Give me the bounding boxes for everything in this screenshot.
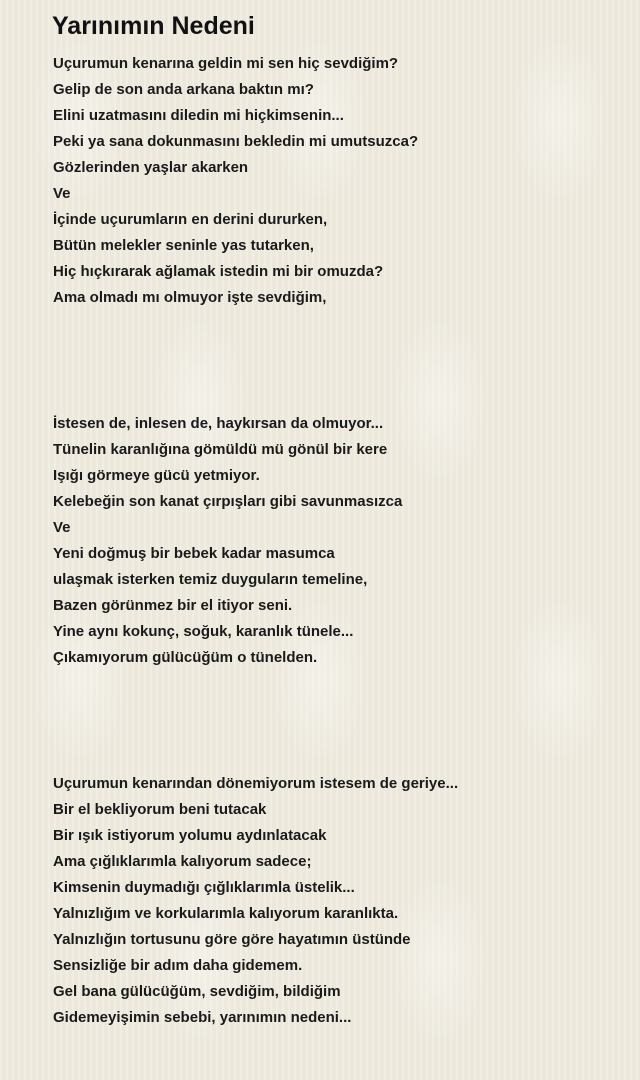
poem-line: Bir ışık istiyorum yolumu aydınlatacak [53,827,327,844]
poem-line: İçinde uçurumların en derini dururken, [53,211,328,228]
poem-line: Ve [53,185,71,202]
poem-stanza-3 [53,771,458,1031]
poem-line: Sensizliğe bir adım daha gidemem. [53,957,303,974]
poem-line: Ama olmadı mı olmuyor işte sevdiğim, [53,289,327,306]
poem-line: Yalnızlığın tortusunu göre göre hayatımın üstünde [53,931,411,948]
poem-line: Bazen görünmez bir el itiyor seni. [53,597,293,614]
poem-line: Kelebeğin son kanat çırpışları gibi savunmasızca [53,493,403,510]
poem-line: Yine aynı kokunç, soğuk, karanlık tünele... [53,623,354,640]
poem-line: Kimsenin duymadığı çığlıklarımla üstelik... [53,879,355,896]
poem-line: Peki ya sana dokunmasını bekledin mi umutsuzca? [53,133,419,150]
poem-stanza-1 [53,51,418,311]
poem-line: Çıkamıyorum gülücüğüm o tünelden. [53,649,318,666]
poem-line: Gel bana gülücüğüm, sevdiğim, bildiğim [53,983,341,1000]
poem-line: ulaşmak isterken temiz duyguların temeline, [53,571,368,588]
poem-line: Uçurumun kenarından dönemiyorum istesem de geriye... [53,775,459,792]
poem-line: İstesen de, inlesen de, haykırsan da olmuyor... [53,415,384,432]
poem-line: Bütün melekler seninle yas tutarken, [53,237,314,254]
poem-stanza-2 [53,411,402,671]
poem-line: Gözlerinden yaşlar akarken [53,159,249,176]
poem-line: Uçurumun kenarına geldin mi sen hiç sevdiğim? [53,55,399,72]
poem-line: Işığı görmeye gücü yetmiyor. [53,467,260,484]
poem-line: Bir el bekliyorum beni tutacak [53,801,267,818]
poem-line: Yeni doğmuş bir bebek kadar masumca [53,545,335,562]
poem-line: Yalnızlığım ve korkularımla kalıyorum karanlıkta. [53,905,399,922]
poem-line: Tünelin karanlığına gömüldü mü gönül bir kere [53,441,388,458]
poem-line: Hiç hıçkırarak ağlamak istedin mi bir omuzda? [53,263,384,280]
poem-line: Elini uzatmasını diledin mi hiçkimsenin... [53,107,344,124]
poem-line: Gidemeyişimin sebebi, yarınımın nedeni... [53,1009,352,1026]
poem-line: Ama çığlıklarımla kalıyorum sadece; [53,853,312,870]
poem-title: Yarınımın Nedeni [52,12,255,40]
poem-line: Ve [53,519,71,536]
poem-line: Gelip de son anda arkana baktın mı? [53,81,314,98]
